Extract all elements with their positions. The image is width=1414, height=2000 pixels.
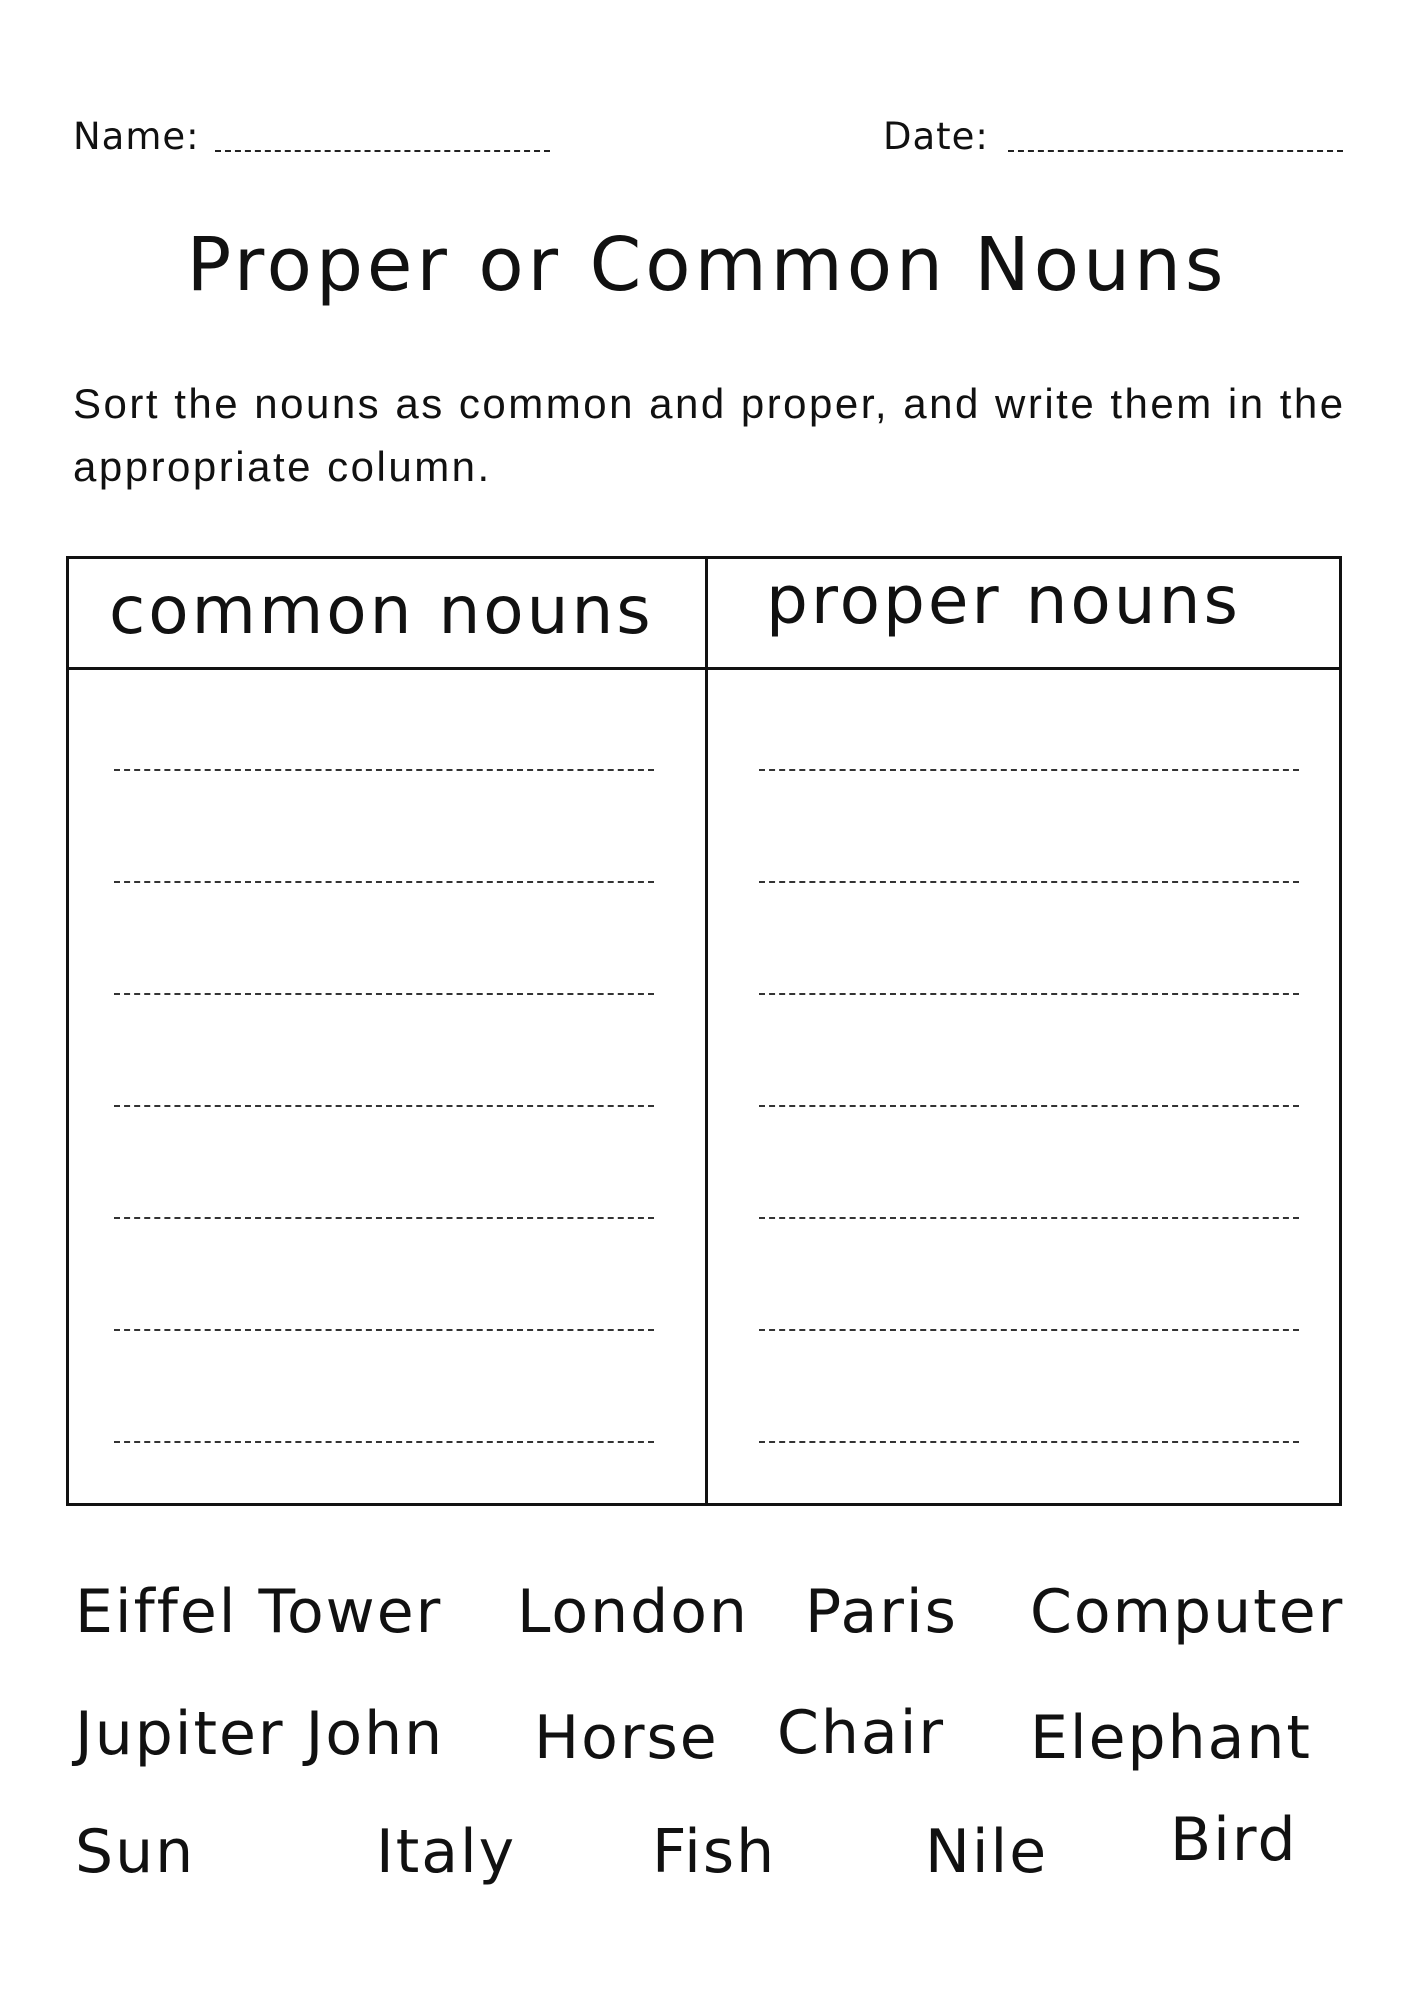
word-bank-item: Horse [534,1703,719,1773]
word-bank-item: Jupiter John [75,1699,445,1769]
word-bank-item: Eiffel Tower [75,1577,443,1647]
word-bank-item: Computer [1030,1577,1345,1647]
page-title: Proper or Common Nouns [186,222,1228,308]
sorting-table [66,556,1342,1506]
proper-noun-answer-line[interactable] [759,993,1299,995]
name-label: Name: [73,115,200,158]
column-header-proper: proper nouns [766,562,1241,639]
instructions-text: Sort the nouns as common and proper, and write them in the appropriate column. [73,380,1346,490]
proper-noun-answer-line[interactable] [759,1441,1299,1443]
proper-noun-answer-line[interactable] [759,1329,1299,1331]
common-noun-answer-line[interactable] [114,1105,654,1107]
word-bank-item: Elephant [1030,1703,1312,1773]
common-noun-answer-line[interactable] [114,1441,654,1443]
word-bank-item: Nile [925,1817,1049,1887]
word-bank-item: Fish [652,1817,777,1887]
column-divider [705,559,708,1503]
proper-noun-answer-line[interactable] [759,769,1299,771]
proper-noun-answer-line[interactable] [759,1217,1299,1219]
word-bank-item: Bird [1170,1805,1298,1875]
word-bank-item: Chair [777,1698,946,1768]
proper-noun-answer-line[interactable] [759,1105,1299,1107]
common-noun-answer-line[interactable] [114,1217,654,1219]
common-noun-answer-line[interactable] [114,881,654,883]
common-noun-answer-line[interactable] [114,993,654,995]
word-bank-item: Sun [75,1817,196,1887]
common-noun-answer-line[interactable] [114,769,654,771]
date-label: Date: [883,115,989,158]
proper-noun-answer-line[interactable] [759,881,1299,883]
word-bank-item: Paris [805,1577,958,1647]
word-bank-item: London [517,1577,749,1647]
word-bank-item: Italy [376,1817,517,1887]
date-field[interactable] [1008,150,1343,152]
header-divider [69,667,1339,670]
name-field[interactable] [215,150,550,152]
common-noun-answer-line[interactable] [114,1329,654,1331]
column-header-common: common nouns [109,572,654,649]
